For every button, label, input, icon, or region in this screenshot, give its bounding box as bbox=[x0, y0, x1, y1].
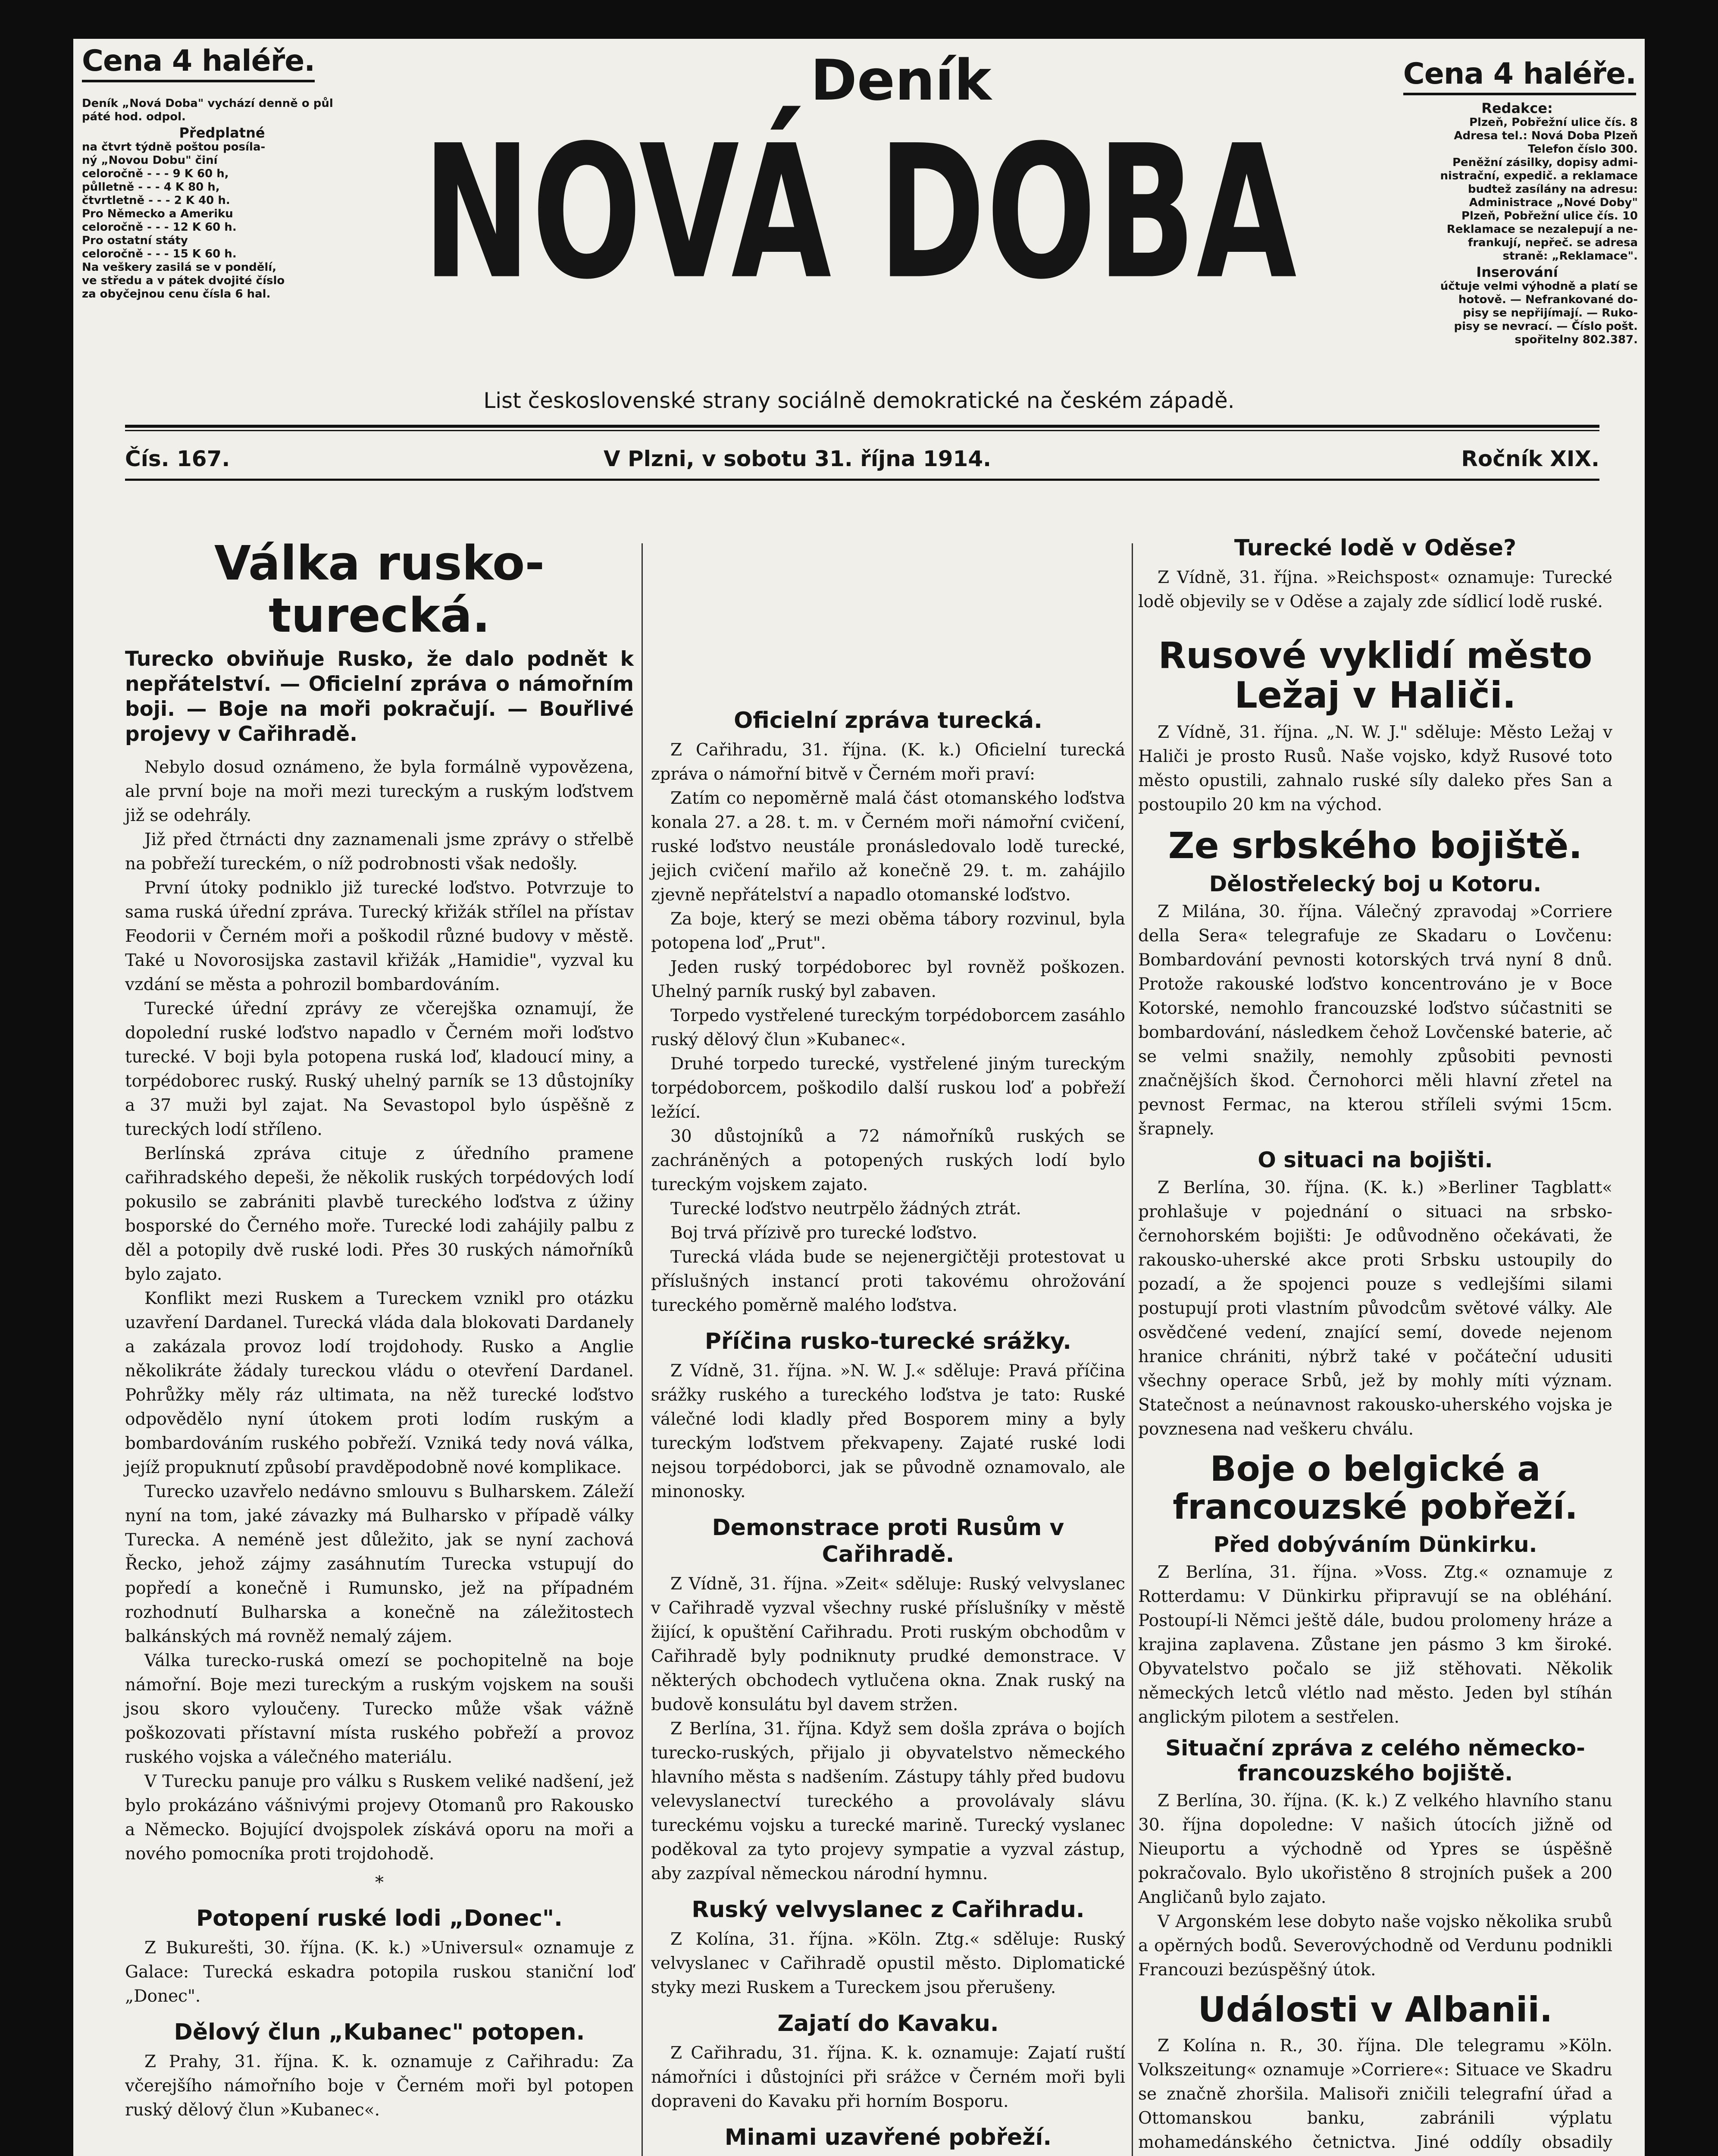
advertising-line: pisy se nepřijímají. — Ruko- bbox=[1463, 307, 1638, 320]
subscription-line: čtvrtletně - - - 2 K 40 h. bbox=[82, 194, 230, 207]
subscription-line: Pro Německo a Ameriku bbox=[82, 207, 233, 220]
kubanec-heading: Dělový člun „Kubanec" potopen. bbox=[174, 2019, 585, 2045]
kotor-subheading: Dělostřelecký boj u Kotoru. bbox=[1209, 871, 1542, 897]
article-paragraph: Boj trvá přízivě pro turecké loďstvo. bbox=[670, 1223, 978, 1243]
subscription-line: Pro ostatní státy bbox=[82, 234, 188, 247]
column-1 bbox=[125, 535, 634, 2122]
subscription-line: půlletně - - - 4 K 80 h, bbox=[82, 181, 220, 194]
albania-headline: Události v Albanii. bbox=[1198, 1990, 1553, 2030]
kubanec-text: Z Prahy, 31. října. K. k. oznamuje z Cařihradu: Za včerejšího námořního boje v Černém moři byl potopen ruský dělový člun »Kubanec«. bbox=[125, 2052, 634, 2120]
column-3 bbox=[1138, 535, 1612, 2156]
editorial-line: Administrace „Nové Doby" bbox=[1469, 196, 1638, 209]
donec-heading: Potopení ruské lodi „Donec". bbox=[196, 1905, 563, 1931]
subscription-line: Na veškery zasilá se v pondělí, bbox=[82, 261, 277, 274]
article-paragraph: Z Milána, 30. října. Válečný zpravodaj »Corriere della Sera« telegrafuje ze Skadaru o Lovčenu: Bombardování pevnosti kotorských trvá nyní 8 dnů. Protože rakouské loďstvo koncentrováno je v Boce Kotorské, nemohlo francouzské loďstvo súčastniti se bombardování, následkem čehož Lovčenské baterie, ač se velmi snažily, nemohly způsobiti pevnosti značnějších škod. Černohorci měli hlavní zřetel na pevnost Fermac, na kterou stříleli svými 15cm. šrapnely. bbox=[1138, 902, 1612, 1139]
issue-date: V Plzni, v sobotu 31. října 1914. bbox=[604, 446, 992, 471]
rule-top-thin bbox=[125, 430, 1599, 431]
mines-heading: Minami uzavřené pobřeží. bbox=[724, 2125, 1052, 2150]
tagline: List československé strany sociálně demokratické na českém západě. bbox=[483, 388, 1235, 413]
newspaper-page bbox=[73, 39, 1645, 2156]
article-paragraph: V Turecku panuje pro válku s Ruskem veliké nadšení, jež bylo prokázáno vášnivými projevy Otomanů pro Rakousko a Německo. Bojující dvojspolek získává oporu na moři a nového pomocníka proti trojdohodě. bbox=[125, 1772, 634, 1864]
rule-bottom bbox=[125, 479, 1599, 481]
price-right: Cena 4 haléře. bbox=[1403, 57, 1636, 95]
article-paragraph: Z Berlína, 31. října. Když sem došla zpráva o bojích turecko-ruských, přijalo ji obyvatelstvo německého hlavního města s nadšením. Zástupy táhly před budovu velevyslanectví tureckého a provolávaly slávu tureckému vojsku a turecké marině. Turecký vyslanec poděkoval za tyto projevy sympatie a vyzval zástup, aby zazpíval německou národní hymnu. bbox=[651, 1719, 1125, 1883]
article-paragraph: V Argonském lese dobyto naše vojsko několika srubů a opěrných bodů. Severovýchodně od Verdunu podnikli Francouzi bezúspěšný útok. bbox=[1138, 1912, 1612, 1980]
advertising-line: účtuje velmi výhodně a platí se bbox=[1440, 280, 1638, 293]
editorial-line: Peněžní zásilky, dopisy admi- bbox=[1452, 156, 1638, 169]
editorial-line: Plzeň, Pobřežní ulice čís. 8 bbox=[1469, 116, 1638, 129]
subscription-line: ve středu a v pátek dvojité číslo bbox=[82, 274, 285, 287]
article-paragraph: Turecké loďstvo neutrpělo žádných ztrát. bbox=[670, 1199, 1021, 1219]
article-paragraph: 30 důstojníků a 72 námořníků ruských se zachráněných a potopených ruských lodí bylo tureckým vojskem zajato. bbox=[651, 1127, 1125, 1194]
article-paragraph: Druhé torpedo turecké, vystřelené jiným tureckým torpédoborcem, poškodilo další ruskou loď a pobřeží ležící. bbox=[651, 1054, 1125, 1122]
advertising-line: pisy se nevrací. — Číslo pošt. bbox=[1454, 320, 1638, 333]
article-paragraph: Za boje, který se mezi oběma tábory rozvinul, byla potopena loď „Prut". bbox=[651, 909, 1125, 953]
front-report-subheading: Situační zpráva z celého německo-francouzského bojiště. bbox=[1165, 1736, 1585, 1786]
advertising-line: spořitelny 802.387. bbox=[1515, 333, 1638, 346]
subscription-line: za obyčejnou cenu čísla 6 hal. bbox=[82, 288, 271, 301]
article-paragraph: Z Vídně, 31. října. „N. W. J." sděluje: Město Ležaj v Haliči je prosto Rusů. Naše vojsko, když Rusové toto město opustili, zahnalo ruské síly daleko přes San a postoupilo 20 km na východ. bbox=[1138, 722, 1612, 815]
official-report-heading: Oficielní zpráva turecká. bbox=[734, 708, 1042, 733]
article-paragraph: Jeden ruský torpédoborec byl rovněž poškozen. Uhelný parník ruský byl zabaven. bbox=[651, 958, 1125, 1001]
advertising-heading: Inserování bbox=[1476, 264, 1558, 280]
situation-subheading: O situaci na bojišti. bbox=[1258, 1147, 1493, 1173]
editorial-line: nistrační, expedič. a reklamace bbox=[1440, 169, 1638, 182]
rule-top bbox=[125, 425, 1599, 428]
publication-note: Deník „Nová Doba" vychází denně o půl páté hod. odpol. bbox=[82, 97, 333, 123]
editorial-line: frankují, nepřeč. se adresa bbox=[1468, 236, 1638, 249]
subscription-line: celoročně - - - 15 K 60 h. bbox=[82, 248, 237, 260]
editorial-line: budtež zasílány na adresu: bbox=[1468, 183, 1638, 196]
article-paragraph: Již před čtrnácti dny zaznamenali jsme zprávy o střelbě na pobřeží tureckém, o níž podrobnosti však nedošly. bbox=[125, 830, 634, 874]
editorial-line: straně: „Reklamace". bbox=[1502, 250, 1638, 263]
coast-headline: Boje o belgické a francouzské pobřeží. bbox=[1173, 1449, 1578, 1527]
article-paragraph: Válka turecko-ruská omezí se pochopitelně na boje námořní. Boje mezi tureckým a ruským vojskem na souši jsou skoro vyloučeny. Turecko může však vážně poškozovati přístavní místa ruského pobřeží a provoz ruského vojska a válečného materiálu. bbox=[125, 1651, 634, 1767]
kavak-heading: Zajatí do Kavaku. bbox=[777, 2011, 999, 2037]
subscription-heading: Předplatné bbox=[179, 125, 265, 141]
article-paragraph: Turecko uzavřelo nedávno smlouvu s Bulharskem. Záleží nyní na tom, jaké závazky má Bulharsko v případě války Turecka. A neméně jest důležito, jak se nyní zachová Řecko, jehož zájmy zasáhnutím Turecka vstupují do popředí a konečně i Rumunsko, jež na případném rozhodnutí Bulharska a konečně na záležitostech balkánských má rovněž nemalý zájem. bbox=[125, 1482, 634, 1646]
article-paragraph: Nebylo dosud oznámeno, že byla formálně vypovězena, ale první boje na moři mezi tureckým a ruským loďstvem již se odehrály. bbox=[125, 758, 634, 825]
article-paragraph: Z Vídně, 31. října. »Zeit« sděluje: Ruský velvyslanec v Cařihradě vyzval všechny ruské příslušníky v městě žijící, k opuštění Cařihradu. Proti ruským obchodům v Cařihradě byly podniknuty prudké demonstrace. V některých obchodech vytlučena okna. Znak ruský na budově konsulátu byl davem stržen. bbox=[651, 1574, 1125, 1714]
article-paragraph: Z Kolína, 31. října. »Köln. Ztg.« sděluje: Ruský velvyslanec v Cařihradě opustil město. Diplomatické styky mezi Ruskem a Tureckem jsou přerušeny. bbox=[651, 1930, 1125, 1997]
article-paragraph: Turecká vláda bude se nejenergičtěji protestovat u příslušných instancí proti takovému ohrožování tureckého poměrně malého loďstva. bbox=[651, 1247, 1125, 1315]
donec-text: Z Bukurešti, 30. října. (K. k.) »Universul« oznamuje z Galace: Turecká eskadra potopila ruskou staniční loď „Donec". bbox=[125, 1938, 634, 2006]
column-2 bbox=[651, 535, 1125, 2156]
serbian-front-headline: Ze srbského bojiště. bbox=[1168, 824, 1583, 867]
column-divider bbox=[642, 543, 643, 2156]
subscription-line: ný „Novou Dobu" činí bbox=[82, 154, 218, 167]
subscription-line: na čtvrt týdně poštou posíla- bbox=[82, 141, 266, 154]
newspaper-title: NOVÁ DOBA bbox=[422, 106, 1298, 320]
lezaj-headline: Rusové vyklidí město Ležaj v Haliči. bbox=[1158, 634, 1593, 717]
main-deck: Turecko obviňuje Rusko, že dalo podnět k nepřátelství. — Oficielní zpráva o námořním boji. — Boje na moři pokračují. — Bouřlivé projevy v Cařihradě. bbox=[125, 647, 634, 746]
subscription-line: celoročně - - - 12 K 60 h. bbox=[82, 221, 237, 234]
article-paragraph: Z Berlína, 31. října. »Voss. Ztg.« oznamuje z Rotterdamu: V Dünkirku připravují se na obléhání. Postoupí-li Němci ještě dále, budou prolomeny hráze a krajina zaplavena. Zůstane jen pásmo 3 km široké. Obyvatelstvo počalo se již stěhovati. Několik německých letců vlétlo nad město. Jeden byl stíhán anglickým pilotem a sestřelen. bbox=[1138, 1563, 1612, 1727]
editorial-heading: Redakce: bbox=[1481, 100, 1553, 116]
main-headline: Válka rusko-turecká. bbox=[214, 536, 545, 643]
article-paragraph: Z Berlína, 30. října. (K. k.) Z velkého hlavního stanu 30. října dopoledne: V našich útocích jižně od Nieuportu a východně od Ypres se úspěšně pokračovalo. Bylo ukořistěno 8 strojních pušek a 200 Angličanů bylo zajato. bbox=[1138, 1791, 1612, 1908]
article-paragraph: Zatím co nepoměrně malá část otomanského loďstva konala 27. a 28. t. m. v Černém moři námořní cvičení, ruské loďstvo neustále pronásledovalo lodě turecké, jejich cvičení mařilo až konečně 29. t. m. zahájilo zjevně nepřátelství a napadlo otomanské loďstvo. bbox=[651, 789, 1125, 905]
editorial-box bbox=[1396, 99, 1638, 347]
price-left: Cena 4 haléře. bbox=[82, 44, 315, 82]
subscription-box bbox=[82, 97, 362, 301]
article-paragraph: Berlínská zpráva cituje z úředního pramene cařihradského depeši, že několik ruských torpédových lodí pokusilo se zabrániti plavbě tureckého loďstva z úžiny bosporské do Černého moře. Turecké lodi zahájily palbu z děl a potopily dvě ruské lodi. Přes 30 ruských námořníků bylo zajato. bbox=[125, 1144, 634, 1284]
article-paragraph: Z Cařihradu, 31. října. K. k. oznamuje: Zajatí ruští námořníci i důstojníci při srážce v Černém moři byli dopraveni do Kavaku při horním Bosporu. bbox=[651, 2043, 1125, 2111]
editorial-line: Adresa tel.: Nová Doba Plzeň bbox=[1454, 129, 1638, 142]
section-star: * bbox=[375, 1873, 384, 1893]
ambassador-heading: Ruský velvyslanec z Cařihradu. bbox=[692, 1897, 1085, 1923]
article-paragraph: První útoky podniklo již turecké loďstvo. Potvrzuje to sama ruská úřední zpráva. Turecký křižák střílel na přístav Feodorii v Černém moři a poškodil různé budovy v městě. Také u Novorosijska zastavil křižák „Hamidie", vyzval ku vzdání se města a pohrozil bombardováním. bbox=[125, 878, 634, 994]
odessa-heading: Turecké lodě v Oděse? bbox=[1234, 535, 1517, 561]
advertising-line: hotově. — Nefrankované do- bbox=[1458, 293, 1638, 306]
issue-number: Čís. 167. bbox=[125, 446, 230, 471]
dunkirk-subheading: Před dobýváním Dünkirku. bbox=[1213, 1532, 1537, 1557]
article-paragraph: Konflikt mezi Ruskem a Tureckem vznikl pro otázku uzavření Dardanel. Turecká vláda dala blokovati Dardanely a zakázala provoz lodí trojdohody. Rusko a Anglie několikráte žádaly tureckou vládu o otevření Dardanel. Pohrůžky měly ráz ultimata, na něž turecké loďstvo odpovědělo nyní útokem proti lodím ruským a bombardováním ruského pobřeží. Vzniká tedy nová válka, jejíž propuknutí způsobí pravděpodobně nové komplikace. bbox=[125, 1289, 634, 1477]
editorial-line: Plzeň, Pobřežní ulice čís. 10 bbox=[1461, 210, 1638, 222]
volume: Ročník XIX. bbox=[1461, 446, 1599, 471]
denik-label: Deník bbox=[810, 47, 992, 113]
article-paragraph: Z Kolína n. R., 30. října. Dle telegramu »Köln. Volkszeitung« oznamuje »Corriere«: Situace ve Skadru se značně zhoršila. Malisoři zničili telegrafní úřad a Ottomanskou banku, zabránili výplatu mohamedánského četnictva. Jiné oddíly obsadily bbox=[1138, 2036, 1612, 2153]
article-paragraph: Torpedo vystřelené tureckým torpédoborcem zasáhlo ruský dělový člun »Kubanec«. bbox=[651, 1006, 1125, 1050]
article-paragraph: Z Vídně, 31. října. »N. W. J.« sděluje: Pravá příčina srážky ruského a tureckého loďstva je tato: Ruské válečné lodi kladly před Bosporem miny a byly tureckým loďstvem překvapeny. Zajaté ruské lodi nejsou torpédoborci, jak se původně oznamovalo, ale minonosky. bbox=[651, 1361, 1125, 1501]
editorial-line: Telefon číslo 300. bbox=[1528, 143, 1638, 156]
column-divider bbox=[1132, 543, 1133, 2156]
article-paragraph: Turecké úřední zprávy ze včerejška oznamují, že dopolední ruské loďstvo napadlo v Černém moři loďstvo turecké. V boji byla potopena ruská loď, kladoucí miny, a torpédoborec ruský. Ruský uhelný parník se 13 důstojníky a 37 muži byl zajat. Na Sevastopol bylo úspěšně z tureckých lodí stříleno. bbox=[125, 999, 634, 1139]
article-paragraph: Z Cařihradu, 31. října. (K. k.) Oficielní turecká zpráva o námořní bitvě v Černém moři praví: bbox=[651, 740, 1125, 784]
demonstration-heading: Demonstrace proti Rusům v Cařihradě. bbox=[712, 1515, 1064, 1567]
cause-heading: Příčina rusko-turecké srážky. bbox=[704, 1329, 1072, 1354]
editorial-line: Reklamace se nezalepují a ne- bbox=[1446, 223, 1638, 236]
subscription-line: celoročně - - - 9 K 60 h, bbox=[82, 167, 229, 180]
article-paragraph: Z Vídně, 31. října. »Reichspost« oznamuje: Turecké lodě objevily se v Oděse a zajaly zde sídlicí lodě ruské. bbox=[1138, 568, 1612, 611]
article-paragraph: Z Berlína, 30. října. (K. k.) »Berliner Tagblatt« prohlašuje v pojednání o situaci na srbsko-černohorském bojišti: Je odůvodněno očekávati, že rakousko-uherské akce proti Srbsku ustoupily do pozadí, a že spojenci pouze s vedlejšími silami postupují proti vlastním původcům světové války. Ale osvědčené vedení, znající semí, dovede nejenom hranice chrániti, nýbrž také v počáteční udusiti všechny operace Srbů, jež by mohly míti význam. Statečnost a neúnavnost rakousko-uherského vojska je povznesena nad veškeru chválu. bbox=[1138, 1178, 1612, 1439]
